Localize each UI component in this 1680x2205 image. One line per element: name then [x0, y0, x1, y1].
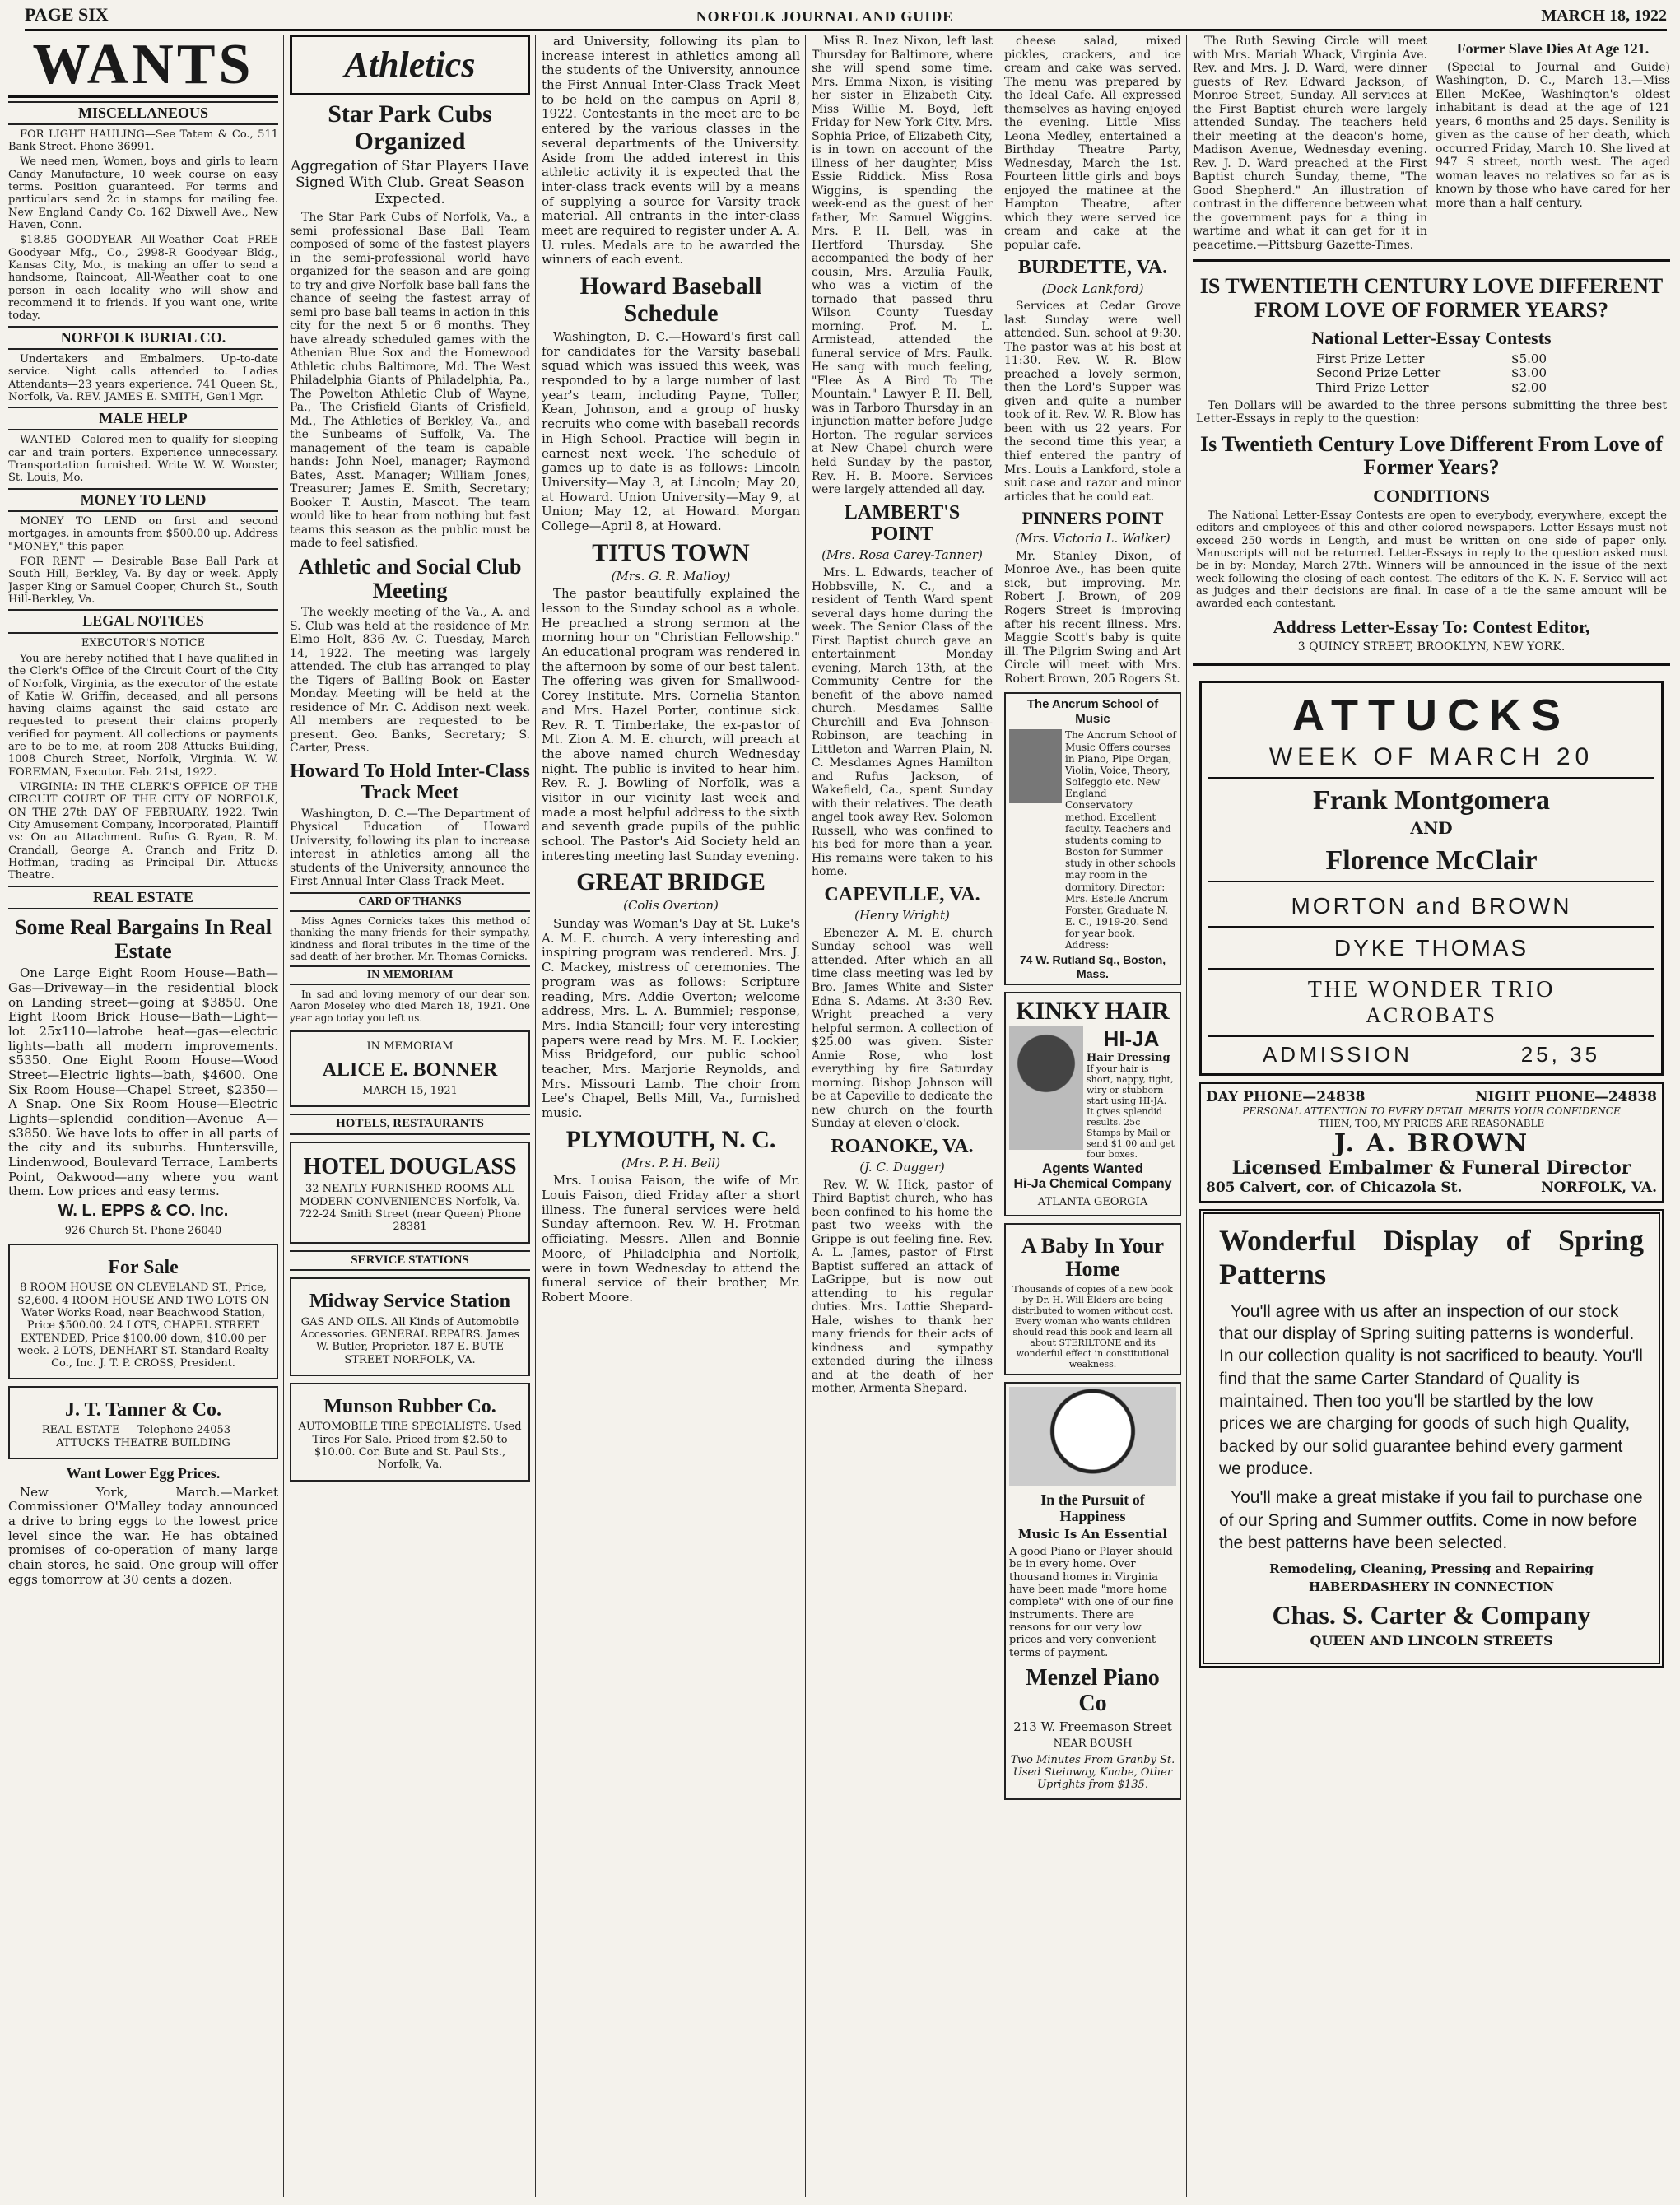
tanner-text: REAL ESTATE — Telephone 24053 — ATTUCKS THEATRE BUILDING — [41, 1424, 245, 1449]
baby-heading: A Baby In Your Home — [1021, 1233, 1165, 1282]
issue-date: MARCH 18, 1922 — [1541, 7, 1667, 25]
piano-subheading: Music Is An Essential — [1017, 1527, 1168, 1542]
baseball-heading: Howard Baseball Schedule — [579, 272, 762, 327]
great-bridge-byline: (Colis Overton) — [623, 898, 719, 914]
asc-text: The weekly meeting of the Va., A. and S. Club was held at the residence of Mr. Elmo Holt, 836 Av. C. Tuesday, March 14, 1922. The meeting was largely attended. The club has arranged to play the Tigers of Balling Book on Easter Monday. Meeting will be held at the residence of Mr. C. Addison next week. All members are requested to be present. Geo. Banks, Secretary; S. Carter, Press. — [290, 606, 530, 756]
douglass-ad — [290, 1142, 530, 1244]
ten-dollars-text: Ten Dollars will be awarded to the three persons submitting the three best Letter-Essays in reply to the question: — [1196, 398, 1667, 426]
contest-ad — [1193, 259, 1670, 666]
great-bridge-text: Sunday was Woman's Day at St. Luke's A. M. E. church. A very interesting and inspiring program was rendered. Mrs. J. C. Mackey, mistress of ceremonies. The program was as follows: Scripture reading, Mrs. Addie Overton; welcome address, Mrs. L. A. Bummiel; response, Mrs. India Stancill; four very interesting papers were read by Mrs. M. E. Lockier, Miss Bridgeford, our public school teacher, Mrs. Marjorie Reynolds, and Mrs. Missouri Lamb. The choir from Lee's Chapel, Bells Mill, Va., furnished music. — [542, 916, 800, 1120]
prize-label: Third Prize Letter — [1316, 380, 1429, 395]
munson-heading: Munson Rubber Co. — [323, 1396, 496, 1418]
titus-text: The pastor beautifully explained the lesson to the Sunday school as a whole. He preached a strong sermon at the morning hour on "Christian Fellowship." An educational program was rendered in the afternoon by some of our best talent. The offering was given for Smallwood-Corey Institute. Mrs. Cornelia Stanton and Mrs. Hazel Porter, continue sick. Rev. R. T. Timberlake, the ex-pastor of Mt. Zion A. M. E. church, will preach at the above named church Wednesday night. The public is invited to hear him. Rev. R. J. Bowling of Norfolk, was a visitor in our vicinity last week and made a most helpful address to the sixth and seventh grade pupils of the public school. The Pastor's Aid Society held an interesting meeting last Sunday evening. — [542, 586, 800, 863]
bargains-heading: Some Real Bargains In Real Estate — [15, 914, 272, 963]
for-sale-ad — [8, 1244, 278, 1379]
howard-text: Washington, D. C.—The Department of Physical Education of Howard University, following its plan to increase interest in athletics among all the students of the University, announce the First Annual Inter-Class Track Meet. — [290, 807, 530, 889]
money-text: MONEY TO LEND on first and second mortgages, in amounts from $500.00 up. Address "MONEY," this paper. — [8, 514, 278, 553]
menzel-heading: Menzel Piano Co — [1026, 1665, 1160, 1716]
admission-price: 25, 35 — [1520, 1041, 1601, 1067]
bonner-label: IN MEMORIAM — [366, 1040, 454, 1053]
lamberts-text: Mrs. L. Edwards, teacher of Hobbsville, N. C., and a resident of Tenth Ward spent several days home during the week. The Senior Class of the First Baptist church gave an entertainment Monday evening, March 13th, at the Community Centre for the benefit of the above named church. Mesdames Sallie Churchill and Eva Johnson-Robinson, are teaching in Littleton and Warren Plain, N. C. Mesdames Agnes Hamilton and Rufus Jackson, of Wakefield, Ca., spent Sunday with their relatives. The death angel took away Rev. Solomon Russell, who was confined to his bed for more than a year. His remains were taken to his home. — [812, 566, 993, 879]
thanks-heading: CARD OF THANKS — [290, 892, 530, 913]
spring-text-2: You'll make a great mistake if you fail to purchase one of our Spring and Summer outfits. Come in now before the best patterns have been selected. — [1219, 1488, 1643, 1552]
tanner-heading: J. T. Tanner & Co. — [64, 1398, 222, 1421]
eggs-heading: Want Lower Egg Prices. — [66, 1464, 221, 1482]
carter-address: QUEEN AND LINCOLN STREETS — [1310, 1633, 1553, 1649]
section-miscellaneous: MISCELLANEOUS — [8, 101, 278, 125]
page-number: PAGE SIX — [25, 4, 109, 25]
for-sale-heading: For Sale — [108, 1257, 179, 1279]
roanoke-heading: ROANOKE, VA. — [831, 1135, 974, 1157]
column-athletics — [290, 35, 530, 2197]
conditions-text: The National Letter-Essay Contests are open to everybody, everywhere, except the editors and employees of this and other colored newspapers. Letter-Essays must not exceed 250 words in Length, and must be written on one side of paper only. Manuscripts will not be returned. Letter-Essays in reply to the question asked must be in by: Monday, March 27th. Winners will be announced in the issue of the next week following the closing of each contest. The editors of the K. N. F. Service will act as judges and their decisions are final. In case of a tie the same amount will be awarded each contestant. — [1196, 509, 1667, 611]
column-rule — [283, 35, 284, 2197]
act-acrobats: ACROBATS — [1208, 1003, 1654, 1037]
douglass-text: 32 NEATLY FURNISHED ROOMS ALL MODERN CONVENIENCES Norfolk, Va. 722-24 Smith Street (near Queen) Phone 28381 — [298, 1183, 522, 1234]
brown-address: 805 Calvert, cor. of Chicazola St. — [1206, 1179, 1463, 1197]
personals-text: Miss R. Inez Nixon, left last Thursday for Baltimore, where she will spend some time. Mrs. Emma Nixon, is visiting her sister in Elizabeth City. Miss Willie M. Boyd, left Friday for New York City. Mrs. Sophia Price, of Elizabeth City, is in town on account of the illness of her daughter, Miss Essie Riddick. Miss Rosa Wiggins, is spending the week-end as the guest of her father, Mr. Samuel Wiggins. Mrs. P. H. Bell, was in Hertford Thursday. She accompanied the body of her cousin, Mrs. Arzulia Faulk, who was a victim of the tornado that passed thru Wilson County Tuesday morning. Prof. M. L. Armistead, attended the funeral service of Mrs. Faulk. He sang with much feeling, "Flee As A Bird To The Mountain." Lawyer P. H. Bell, was in Tarboro Thursday in an injunction matter before Judge Horton. The regular services at New Chapel church were held Sunday by the pastor, Rev. H. B. Moore. Services were largely attended all day. — [812, 35, 993, 497]
capeville-text: Ebenezer A. M. E. church Sunday school was well attended. After which an all time class meeting was led by Bro. James White and Sister Edna S. Adams. At 3:30 Rev. Wright preached a very helpful sermon. A collection of $25.00 was given. Sister Annie Rose, who lost everything by fire Saturday morning. Bishop Johnson will be at Capeville to dedicate the new church on the fourth Sunday at eleven o'clock. — [812, 926, 993, 1131]
munson-ad — [290, 1383, 530, 1482]
classified-item: $18.85 GOODYEAR All-Weather Coat FREE Goodyear Mfg., Co., 2998-R Goodyear Bldg., Kansas City, Mo., is making an offer to send a handsome, Raincoat, All-Weather coat to one person in each locality who will show and recommend it to friends. If you want one, write today. — [8, 234, 278, 323]
howard-continued: ard University, following its plan to increase interest in athletics among all the students of the University, announce the First Annual Inter-Class Track Meet to be held on the campus on April 8, 1922. Contestants in the meet are to be entered by the various classes in the several departments of the University. Aside from the added interest in this athletic activity it is expected that the inter-class track events will by a means of supplying a source for Varsity track material. All entrants in the inter-class meet are required to register under A. A. U. rules. Medals are to be awarded the winners of each event. — [542, 35, 800, 267]
bonner-name: ALICE E. BONNER — [322, 1059, 498, 1082]
ancrum-heading: The Ancrum School of Music — [1026, 697, 1159, 726]
reasonable-prices: THEN, TOO, MY PRICES ARE REASONABLE — [1318, 1117, 1545, 1129]
column-rule — [1186, 35, 1187, 2197]
plymouth-text: Mrs. Louisa Faison, the wife of Mr. Louis Faison, died Friday after a short illness. The funeral services were held Sunday afternoon. Rev. W. H. Frotman officiating. Messrs. Allen and Bonnie Moore, of Philadelphia and Norfolk, were in town Wednesday to attend the funeral service of their brother, Mr. Robert Moore. — [542, 1173, 800, 1305]
act-morton-brown: MORTON and BROWN — [1208, 886, 1654, 928]
personal-attention: PERSONAL ATTENTION TO EVERY DETAIL MERITS YOUR CONFIDENCE — [1242, 1105, 1621, 1118]
hija-heading: HI-JA — [1103, 1026, 1160, 1051]
rent-text: FOR RENT — Desirable Base Ball Park at South Hill, Berkley, Va. By day or week. Apply Jasper King or Samuel Cooper, Church St., South Hill-Berkley, Va. — [8, 555, 278, 606]
column-wants — [8, 35, 278, 2197]
capeville-heading: CAPEVILLE, VA. — [824, 883, 980, 905]
section-burial: NORFOLK BURIAL CO. — [8, 326, 278, 350]
masthead — [25, 0, 1667, 31]
epps-name: W. L. EPPS & CO. Inc. — [58, 1202, 229, 1221]
baby-ad — [1004, 1223, 1181, 1375]
piano-ad — [1004, 1382, 1181, 1800]
midway-text: GAS AND OILS. All Kinds of Automobile Accessories. GENERAL REPAIRS. James W. Butler, Proprietor. 187 E. BUTE STREET NORFOLK, VA. — [300, 1315, 519, 1366]
section-money: MONEY TO LEND — [8, 488, 278, 512]
baby-text: Thousands of copies of a new book by Dr. H. Will Elders are being distributed to women without cost. Every woman who wants children should read this book and learn all about STERILTONE and its wonderful effect in constitutional weakness. — [1012, 1284, 1174, 1370]
bargains-text: One Large Eight Room House—Bath—Gas—Driveway—in the residential block on Landing street—going at $3850. One Eight Room Brick House—Bath—Light—lot 25x110—latrobe heat—gas—electric lights—bath all modern improvements. $5350. One Eight Room House—Wood Street—Electric lights—bath, $4600. One Six Room House—Chapel Street, $2350—A Snap. One Six Room House—Electric Lights—splendid condition—Avenue A—$3850. We have lots to offer in all parts of the city and its suburbs. Huntersville, Lindenwood, Boulevard Terrace, Lamberts Point, Oakwood—any where you want them. Low prices and easy terms. — [8, 965, 278, 1199]
day-phone: DAY PHONE—24838 — [1206, 1089, 1366, 1106]
burdette-byline: (Dock Lankford) — [1041, 281, 1144, 296]
athletics-banner — [290, 35, 530, 95]
for-sale-text: 8 ROOM HOUSE ON CLEVELAND ST., Price, $2,600. 4 ROOM HOUSE AND TWO LOTS ON Water Works Road, near Beachwood Station, Price $500.00. 24 LOTS, CHAPEL STREET EXTENDED, Price $100.00 down, $10.00 per week. 2 LOTS, DENHART ST. Standard Realty Co., Inc. J. T. P. CROSS, President. — [17, 1282, 269, 1370]
brown-ad — [1199, 1082, 1664, 1203]
tanner-ad — [8, 1386, 278, 1459]
act-wonder-trio: THE WONDER TRIO — [1307, 976, 1556, 1002]
bonner-date: MARCH 15, 1921 — [362, 1084, 458, 1097]
pinners-byline: (Mrs. Victoria L. Walker) — [1015, 531, 1170, 547]
cubs-heading: Star Park Cubs Organized — [328, 100, 492, 155]
classified-item: FOR LIGHT HAULING—See Tatem & Co., 511 Bank Street. Phone 36991. — [8, 128, 278, 154]
memoriam-text: In sad and loving memory of our dear son, Aaron Moseley who died March 18, 1921. One year ago today you left us. — [290, 989, 530, 1024]
ancrum-text: The Ancrum School of Music Offers courses in Piano, Pipe Organ, Violin, Voice, Theory, Solfeggio etc. New England Conservatory method. Excellent faculty. Teachers and students coming to Boston for Summer study in other schools may room in the dormitory. Director: Mrs. Estelle Ancrum Forster, Graduate N. E. C., 1919-20. Send for year book. Address: — [1065, 729, 1176, 951]
attucks-heading: ATTUCKS — [1292, 691, 1571, 741]
portrait-photo — [1009, 729, 1062, 803]
hija-subheading: Hair Dressing — [1087, 1051, 1170, 1064]
agents-wanted: Agents Wanted — [1041, 1160, 1144, 1176]
conditions-heading: CONDITIONS — [1373, 485, 1490, 506]
party-text: cheese salad, mixed pickles, crackers, and ice cream and cake was served. The menu was prepared by the Ideal Cafe. All expressed themselves as having enjoyed the evening. Little Miss Leona Medley, entertained a Birthday Theatre Party, Wednesday, March the 1st. Fourteen little girls and boys enjoyed the matinee at the Hampton Theatre, after which they were served ice cream and cake at the popular cafe. — [1004, 35, 1181, 252]
carter-name: Chas. S. Carter & Company — [1272, 1599, 1591, 1630]
cubs-subheading: Aggregation of Star Players Have Signed With Club. Great Season Expected. — [291, 157, 529, 207]
act-montgomera: Frank Montgomera — [1312, 784, 1550, 816]
munson-text: AUTOMOBILE TIRE SPECIALISTS. Used Tires For Sale. Priced from $2.50 to $10.00. Cor. Bute and St. Paul Sts., Norfolk, Va. — [298, 1421, 522, 1472]
pinners-heading: PINNERS POINT — [1021, 508, 1164, 529]
great-bridge-heading: GREAT BRIDGE — [576, 868, 766, 896]
night-phone: NIGHT PHONE—24838 — [1475, 1089, 1657, 1106]
woman-illustration — [1009, 1026, 1083, 1150]
prize-list — [1316, 352, 1547, 396]
roanoke-byline: (J. C. Dugger) — [859, 1160, 945, 1175]
hija-city: ATLANTA GEORGIA — [1037, 1195, 1148, 1208]
legal-text: You are hereby notified that I have qualified in the Clerk's Office of the Circuit Court of the City of Norfolk, Virginia, as the executor of the estate of Katie W. Griffin, deceased, and all persons having claims against the said estate are requested to present their claims properly verified for payment. All collections or payments are to be to me, at room 208 Attucks Building, 1008 Church Street, Norfolk, Virginia. W. W. FOREMAN, Executor. Feb. 21st, 1922. — [8, 652, 278, 779]
midway-heading: Midway Service Station — [309, 1291, 510, 1313]
slave-heading: Former Slave Dies At Age 121. — [1456, 40, 1650, 57]
hija-ad — [1004, 992, 1181, 1216]
athletics-title: Athletics — [344, 44, 476, 85]
ancrum-ad — [1004, 692, 1181, 985]
brown-city: NORFOLK, VA. — [1541, 1179, 1657, 1197]
prize-value: $3.00 — [1511, 365, 1547, 381]
column-news-3 — [1004, 35, 1181, 2197]
brown-title: Licensed Embalmer & Funeral Director — [1231, 1157, 1631, 1179]
burdette-text: Services at Cedar Grove last Sunday were well attended. Sun. school at 9:30. The pastor was at his best at 11:30. Rev. W. R. Blow preached a lovely sermon, then the Lord's Supper was given and quite a number took of it. Rev. W. R. Blow has been with us 22 years. For the second time this year, a thief entered the pantry of Mrs. Louis a Lankford, stole a suit case and razor and minor articles that he could eat. — [1004, 300, 1181, 504]
act-dyke-thomas: DYKE THOMAS — [1208, 928, 1654, 970]
address-line: 3 QUINCY STREET, BROOKLYN, NEW YORK. — [1297, 640, 1566, 654]
ancrum-address: 74 W. Rutland Sq., Boston, Mass. — [1019, 953, 1166, 980]
bonner-memoriam — [290, 1030, 530, 1107]
memoriam-heading: IN MEMORIAM — [290, 965, 530, 986]
sewing-circle-text: The Ruth Sewing Circle will meet with Mrs. Mariah Whack, Virginia Ave. Rev. and Mrs. J. D. Ward, were dinner guests of Rev. Edward Jackson, of Monroe Street, Sunday. All services at the First Baptist church were largely attended Sunday. The teachers held their meeting at the deacon's home, Madison Avenue, Wednesday evening. Rev. J. D. Ward preached at the First Baptist church Sunday, theme, "The Good Shepherd." An illustration of contrast in the difference between what the government pays for a thing in wartime and what it can get for it in peacetime.—Pittsburg Gazette-Times. — [1193, 35, 1427, 252]
prize-label: Second Prize Letter — [1316, 365, 1441, 381]
column-news-1 — [542, 35, 800, 2197]
brown-name: J. A. BROWN — [1333, 1128, 1529, 1158]
classified-item: We need men, Women, boys and girls to learn Candy Manufacture, 10 week course on easy terms. Position guaranteed. For terms and particulars send 2c in stamps for mailing fee. New England Candy Co. 162 Dixwell Ave., New Haven, Conn. — [8, 156, 278, 232]
attucks-ad — [1199, 681, 1664, 1076]
midway-ad — [290, 1277, 530, 1376]
roanoke-text: Rev. W. W. Hick, pastor of Third Baptist church, who has been confined to his home the past two weeks with the Grippe is out feeling fine. Rev. A. L. James, pastor of First Baptist suffered an attack of LaGrippe, but is now out attending to his regular duties. Mrs. Lottie Shepard-Hale, wishes to thank her many friends for their acts of kindness and sympathy extended during the illness and at the death of her mother, Armenta Shepard. — [812, 1178, 993, 1396]
thanks-text: Miss Agnes Cornicks takes this method of thanking the many friends for their sympathy, kindness and floral tributes in the time of the sad death of her brother. Mr. Thomas Cornicks. — [290, 915, 530, 962]
prize-value: $2.00 — [1511, 380, 1547, 395]
spring-text-1: You'll agree with us after an inspection of our stock that our display of Spring suiting patterns is wonderful. In our collection quality is not sacrificed to beauty. You'll find that the same Carter Standard of Quality is maintained. Then too you'll be startled by the low prices we are charging for goods of such high Quality, backed by our solid guarantee behind every garment we produce. — [1219, 1301, 1643, 1478]
virginia-notice: VIRGINIA: IN THE CLERK'S OFFICE OF THE CIRCUIT COURT OF THE CITY OF NORFOLK, ON THE 27th DAY OF FEBRUARY, 1922. Twin City Amusement Company, Incorporated, Plaintiff vs: On an Attachment. Rufus G. Ryan, R. M. Crandall, George A. Cranch and Fritz D. Hoffman, trading as Principal Dir. Attucks Theatre. — [8, 781, 278, 882]
carter-ad — [1199, 1209, 1664, 1668]
capeville-byline: (Henry Wright) — [854, 908, 950, 923]
titus-heading: TITUS TOWN — [592, 538, 750, 566]
lamberts-byline: (Mrs. Rosa Carey-Tanner) — [821, 547, 983, 563]
eggs-text: New York, March.—Market Commissioner O'Malley today announced a drive to bring eggs to the lowest price level since the war. He has obtained promises of co-operation of many large chain stores, he said. One group will offer eggs tomorrow at 30 cents a dozen. — [8, 1484, 278, 1587]
asc-heading: Athletic and Social Club Meeting — [298, 554, 522, 602]
menzel-near: NEAR BOUSH — [1053, 1737, 1133, 1751]
admission-label: ADMISSION — [1262, 1041, 1412, 1067]
plymouth-heading: PLYMOUTH, N. C. — [565, 1125, 776, 1153]
baseball-text: Washington, D. C.—Howard's first call for candidates for the Varsity baseball squad which was issued this week, was responded to by a large number of last year's team, including Payne, Toller, Kean, Johnson, and a group of husky recruits who come with baseball records in High School. Practice will begin in earnest next week. The schedule of games up to date is as follows: Lincoln University—May 3, at Lincoln; May 20, at Howard. Union University—May 9, at Union; May 12, at Howard. Morgan College—April 8, at Howard. — [542, 329, 800, 533]
male-help-text: WANTED—Colored men to qualify for sleeping car and train porters. Experience unnecessary. Transportation furnished. Write W. W. Wooster, St. Louis, Mo. — [8, 434, 278, 485]
legal-subhead: EXECUTOR'S NOTICE — [81, 636, 206, 649]
haberdashery-line: HABERDASHERY IN CONNECTION — [1308, 1579, 1555, 1594]
piano-heading: In the Pursuit of Happiness — [1040, 1491, 1145, 1524]
titus-byline: (Mrs. G. R. Malloy) — [611, 568, 731, 584]
service-heading: SERVICE STATIONS — [290, 1250, 530, 1272]
howard-heading: Howard To Hold Inter-Class Track Meet — [290, 760, 530, 804]
column-rule — [535, 35, 536, 2197]
piano-text: A good Piano or Player should be in every home. Over thousand homes in Virginia have been made "more home complete" with one of our fine instruments. There are reasons for our very low prices and very convenient terms of payment. — [1009, 1546, 1174, 1659]
slave-text: (Special to Journal and Guide) Washington, D. C., March 13.—Miss Ellen McKee, Washington's oldest inhabitant is dead at the age of 121 years, 6 months and 25 days. Senility is given as the cause of her death, which occurred Friday, March 10. She lived at 947 S street, north west. The aged woman leaves no relatives so far as is known by those who have cared for her more than a half century. — [1436, 60, 1670, 210]
burial-text: Undertakers and Embalmers. Up-to-date service. Night calls attended to. Ladies Attendants—23 years experience. 741 Queen St., Norfolk, Va. REV. JAMES E. SMITH, Gen'l Mgr. — [8, 352, 278, 403]
hija-text: If your hair is short, nappy, tight, wiry or stubborn start using HI-JA. It gives splendid results. 25c Stamps by Mail or send $1.00 and get four boxes. — [1087, 1063, 1175, 1160]
hotels-heading: HOTELS, RESTAURANTS — [290, 1114, 530, 1135]
remodel-line: Remodeling, Cleaning, Pressing and Repairing — [1269, 1561, 1594, 1577]
douglass-heading: HOTEL DOUGLASS — [303, 1153, 517, 1179]
pinners-text: Mr. Stanley Dixon, of Monroe Ave., has been quite sick, but improving. Mr. Robert J. Brown, of 209 Rogers Street is improving after his recent illness. Mrs. Maggie Scott's baby is quite ill. The Pilgrim Swing and Art Circle will meet with Mrs. Robert Brown, 205 Rogers St. — [1004, 549, 1181, 686]
column-news-2 — [812, 35, 993, 2197]
prize-label: First Prize Letter — [1316, 351, 1425, 366]
question-heading: Is Twentieth Century Love Different From Love of Former Years? — [1199, 431, 1664, 480]
epps-address: 926 Church St. Phone 26040 — [64, 1224, 222, 1237]
lamberts-heading: LAMBERT'S POINT — [844, 501, 961, 545]
section-real-estate: REAL ESTATE — [8, 886, 278, 909]
spring-heading: Wonderful Display of Spring Patterns — [1219, 1224, 1644, 1291]
burdette-heading: BURDETTE, VA. — [1017, 257, 1168, 279]
wants-title: WANTS — [8, 35, 278, 98]
section-legal: LEGAL NOTICES — [8, 609, 278, 633]
column-rule — [805, 35, 806, 2197]
prize-value: $5.00 — [1511, 351, 1547, 366]
plymouth-byline: (Mrs. P. H. Bell) — [621, 1155, 721, 1170]
love-heading: IS TWENTIETH CENTURY LOVE DIFFERENT FROM LOVE OF FORMER YEARS? — [1199, 274, 1664, 322]
kinky-heading: KINKY HAIR — [1016, 998, 1170, 1026]
column-ads — [1193, 35, 1670, 2197]
piano-illustration — [1009, 1387, 1176, 1486]
attucks-week: WEEK OF MARCH 20 — [1208, 742, 1654, 778]
act-mcclair: Florence McClair — [1208, 845, 1654, 882]
address-heading: Address Letter-Essay To: Contest Editor, — [1273, 616, 1590, 637]
act-and: AND — [1410, 817, 1453, 838]
cubs-text: The Star Park Cubs of Norfolk, Va., a semi professional Base Ball Team composed of some of the fastest players in the semi-professional world have organized for the season and are going to try and give Norfolk base ball fans the chance of seeing the fastest array of semi pro base ball teams in action in this city for the next 5 or 6 months. They have already scheduled games with the Athenian Blue Sox and the Homewood Athletic clubs Baltimore, Md. The West Philadelphia Giants of Philadelphia, Pa., The Powelton Athletic Club of Wayne, Pa., The Crisfield Giants of Crisfield, Md., The Athletics of Berkley, Va., and the Sunbeams of Suffolk, Va. The management of the team is capable hands: John Noel, manager; Raymond Bates, Asst. Manager; William Jones, Treasurer; James E. Smith, Secretary; Booker T. Austin, Mascot. The team would like to hear from nothing but fast teams this season as the public must be made to feel satisfied. — [290, 211, 530, 551]
menzel-note: Two Minutes From Granby St. Used Steinway, Knabe, Other Uprights from $135. — [1010, 1753, 1175, 1792]
paper-name: NORFOLK JOURNAL AND GUIDE — [696, 8, 954, 25]
menzel-address: 213 W. Freemason Street — [1013, 1719, 1172, 1734]
hija-company: Hi-Ja Chemical Company — [1013, 1176, 1172, 1191]
contest-heading: National Letter-Essay Contests — [1311, 328, 1552, 349]
section-male-help: MALE HELP — [8, 407, 278, 430]
